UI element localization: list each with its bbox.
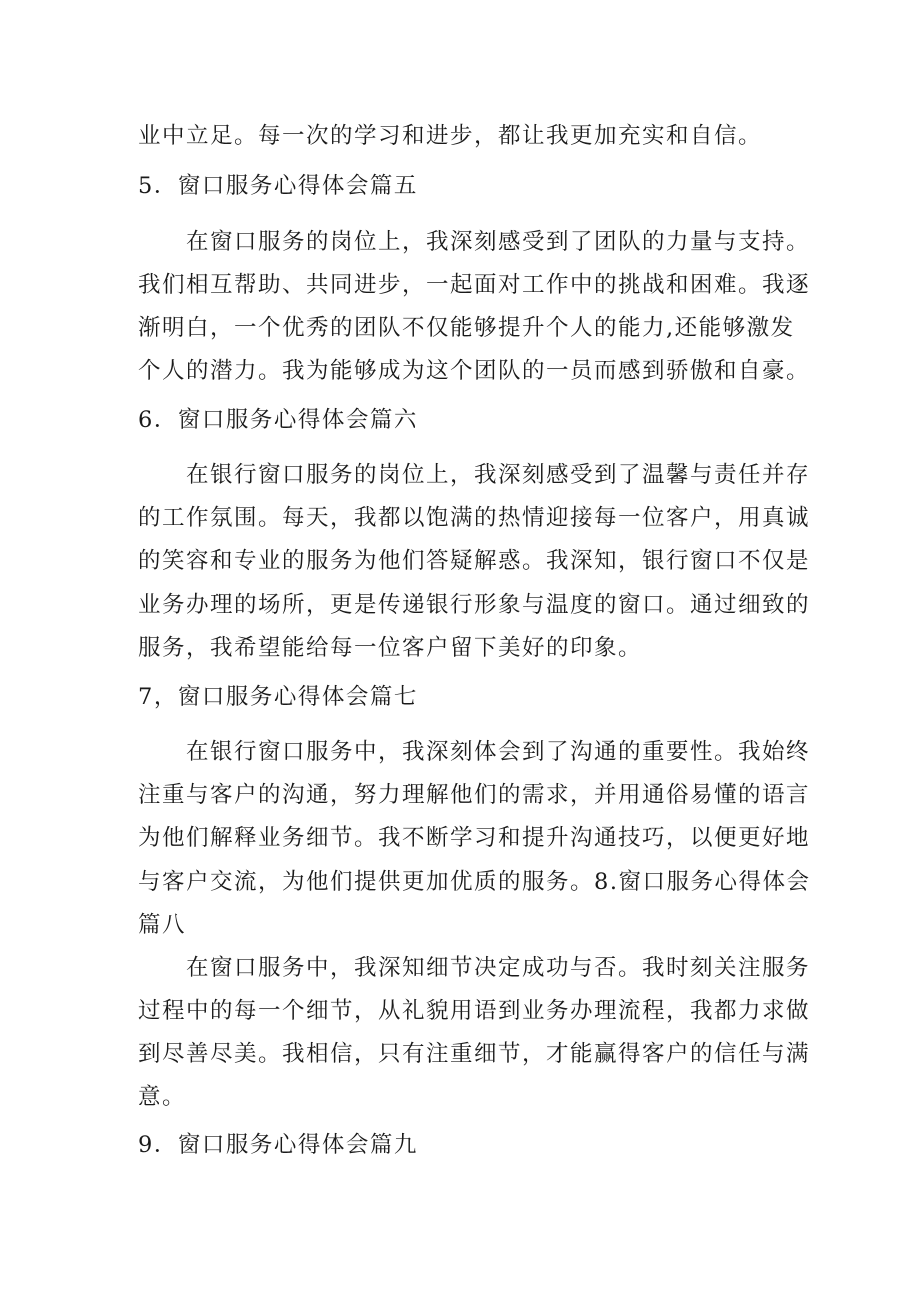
paragraph-line: 为他们解释业务细节。我不断学习和提升沟通技巧，以便更好地 (138, 825, 811, 851)
section-heading-8: 篇八 (138, 912, 187, 938)
paragraph-line: 过程中的每一个细节，从礼貌用语到业务办理流程，我都力求做 (138, 998, 811, 1024)
paragraph-line: 在银行窗口服务的岗位上，我深刻感受到了温馨与责任并存 (186, 462, 811, 488)
paragraph-line: 的笑容和专业的服务为他们答疑解惑。我深知，银行窗口不仅是 (138, 548, 811, 574)
paragraph-line: 我们相互帮助、共同进步，一起面对工作中的挑战和困难。我逐 (138, 272, 811, 298)
section-heading-7: 7，窗口服务心得体会篇七 (138, 684, 418, 710)
paragraph-line: 到尽善尽美。我相信，只有注重细节，才能赢得客户的信任与满 (138, 1041, 811, 1067)
paragraph-line: 在窗口服务的岗位上，我深刻感受到了团队的力量与支持。 (186, 229, 811, 255)
paragraph-line: 与客户交流，为他们提供更加优质的服务。8.窗口服务心得体会 (138, 869, 811, 895)
paragraph-line: 在窗口服务中，我深知细节决定成功与否。我时刻关注服务 (186, 955, 811, 981)
paragraph-line: 业中立足。每一次的学习和进步，都让我更加充实和自信。 (138, 123, 763, 149)
paragraph-line: 服务，我希望能给每一位客户留下美好的印象。 (138, 635, 643, 661)
paragraph-line: 的工作氛围。每天，我都以饱满的热情迎接每一位客户，用真诚 (138, 505, 811, 531)
paragraph-line: 个人的潜力。我为能够成为这个团队的一员而感到骄傲和自豪。 (138, 358, 811, 384)
paragraph-line: 渐明白，一个优秀的团队不仅能够提升个人的能力,还能够激发 (138, 315, 795, 341)
section-heading-5: 5．窗口服务心得体会篇五 (138, 173, 418, 199)
paragraph-line: 在银行窗口服务中，我深刻体会到了沟通的重要性。我始终 (186, 739, 811, 765)
paragraph-line: 意。 (138, 1084, 187, 1110)
section-heading-6: 6．窗口服务心得体会篇六 (138, 407, 418, 433)
paragraph-line: 业务办理的场所，更是传递银行形象与温度的窗口。通过细致的 (138, 592, 811, 618)
paragraph-line: 注重与客户的沟通，努力理解他们的需求，并用通俗易懂的语言 (138, 782, 811, 808)
section-heading-9: 9．窗口服务心得体会篇九 (138, 1132, 418, 1158)
